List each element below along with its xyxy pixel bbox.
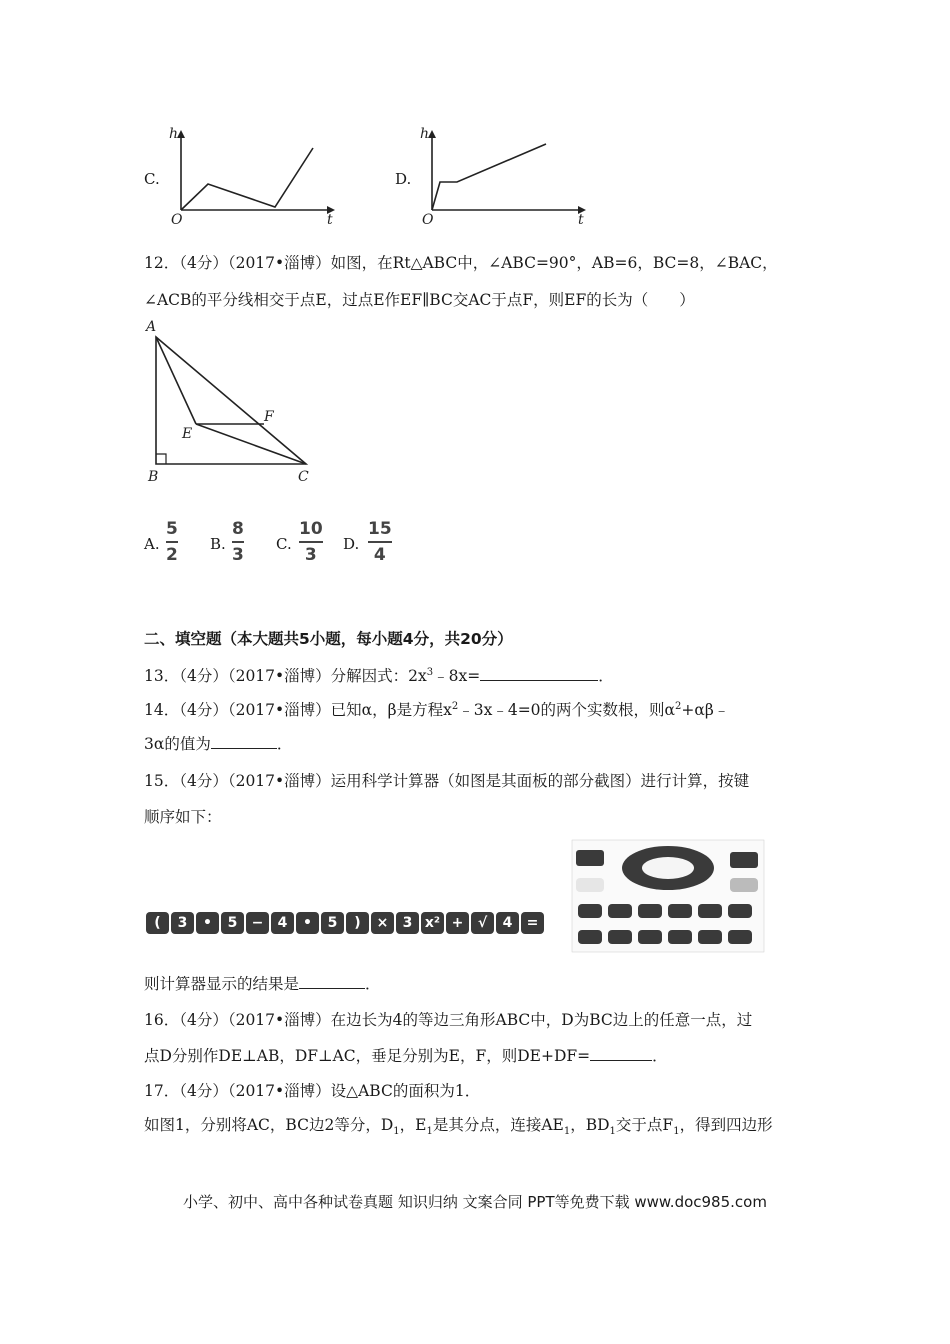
calc-key: •	[296, 912, 319, 934]
calc-key: 4	[496, 912, 519, 934]
q12-line1: 12．（4分）（2017•淄博）如图，在Rt△ABC中，∠ABC=90°，AB=6，BC=8，∠BAC，	[144, 254, 778, 272]
q12-option-c-fraction	[299, 519, 323, 565]
calc-key: )	[346, 912, 369, 934]
page-footer: 小学、初中、高中各种试卷真题 知识归纳 文案合同 PPT等免费下载 www.doc985.com	[183, 1193, 767, 1211]
calculator-key-sequence	[146, 912, 544, 934]
numerator: 5	[166, 519, 178, 539]
q16-line2	[144, 1046, 668, 1066]
q13-answer-blank[interactable]	[480, 666, 598, 681]
q12-option-c-label: C.	[276, 535, 292, 553]
q17-c: 是其分点，连接AE	[432, 1116, 564, 1134]
q17-sub2: 1	[426, 1126, 433, 1138]
numerator: 10	[299, 519, 323, 539]
q13-sup: 3	[426, 667, 434, 678]
vertex-c-label: C	[298, 469, 309, 485]
q12-option-a-fraction	[166, 519, 178, 565]
q17-sub4: 1	[609, 1126, 616, 1138]
q15-result-line	[144, 974, 381, 994]
denominator: 2	[166, 545, 178, 565]
q13-end: ．	[598, 667, 614, 686]
vertex-b-label: B	[148, 469, 159, 485]
q14-prefix: 14．（4分）（2017•淄博）已知α，β是方程x	[144, 701, 452, 720]
q17-b: ，E	[399, 1116, 427, 1134]
calc-key: 5	[321, 912, 344, 934]
q13-line	[144, 663, 614, 686]
q16-line2-end: ．	[652, 1047, 668, 1065]
calc-key: −	[246, 912, 269, 934]
axis-h-label: h	[420, 126, 430, 142]
calc-key: 4	[271, 912, 294, 934]
calc-key: 3	[396, 912, 419, 934]
q14-mid: ﹣3x﹣4=0的两个实数根，则α	[458, 701, 676, 720]
calc-key: =	[521, 912, 544, 934]
denominator: 3	[232, 545, 244, 565]
origin-label: O	[171, 212, 183, 227]
calc-key: ×	[371, 912, 394, 934]
axis-h-label: h	[169, 126, 179, 142]
axis-t-label: t	[327, 212, 333, 227]
q12-line2: ∠ACB的平分线相交于点E，过点E作EF∥BC交AC于点F，则EF的长为（ ）	[144, 291, 695, 309]
q17-d: ，BD	[570, 1116, 610, 1134]
q17-sub5: 1	[673, 1126, 680, 1138]
option-d-label: D.	[395, 170, 412, 188]
q15-result-end: ．	[365, 975, 381, 993]
numerator: 15	[368, 519, 392, 539]
vertex-a-label: A	[146, 319, 157, 335]
point-e-label: E	[182, 426, 193, 442]
option-c-label: C.	[144, 170, 160, 188]
calc-key: 5	[221, 912, 244, 934]
q16-line1: 16．（4分）（2017•淄博）在边长为4的等边三角形ABC中，D为BC边上的任意一点，过	[144, 1011, 753, 1029]
q14-sup2: 2	[675, 701, 682, 712]
q12-triangle-figure	[140, 315, 340, 490]
q15-result-prefix: 则计算器显示的结果是	[144, 975, 300, 993]
denominator: 4	[373, 545, 386, 565]
graph-option-d	[416, 122, 596, 227]
q15-line2: 顺序如下：	[144, 808, 222, 826]
section2-title: 二、填空题（本大题共5小题，每小题4分，共20分）	[144, 630, 513, 648]
calc-key: (	[146, 912, 169, 934]
q17-line1: 17．（4分）（2017•淄博）设△ABC的面积为1．	[144, 1082, 481, 1100]
q17-f: ，得到四边形	[679, 1116, 773, 1134]
calc-key: +	[446, 912, 469, 934]
q15-answer-blank[interactable]	[299, 974, 365, 989]
q12-option-a-label: A.	[144, 535, 160, 553]
point-f-label: F	[264, 409, 274, 425]
q15-line1: 15．（4分）（2017•淄博）运用科学计算器（如图是其面板的部分截图）进行计算，按键	[144, 772, 750, 790]
axis-t-label: t	[578, 212, 584, 227]
q14-answer-blank[interactable]	[211, 734, 277, 749]
calc-key: x²	[421, 912, 444, 934]
q14-end: +αβ﹣	[681, 701, 730, 720]
q14-line1	[144, 697, 729, 720]
q14-line2	[144, 734, 292, 754]
calc-key: •	[196, 912, 219, 934]
q16-answer-blank[interactable]	[590, 1046, 652, 1061]
q17-sub1: 1	[393, 1126, 400, 1138]
q12-option-b-fraction	[232, 519, 244, 565]
q16-line2-prefix: 点D分别作DE⊥AB，DF⊥AC，垂足分别为E，F，则DE+DF=	[144, 1047, 591, 1065]
q13-mid: ﹣8x=	[433, 667, 481, 686]
q17-line2	[144, 1115, 773, 1142]
numerator: 8	[232, 519, 244, 539]
q12-option-b-label: B.	[210, 535, 226, 553]
calc-key: √	[471, 912, 494, 934]
q14-line2-end: ．	[276, 735, 293, 753]
origin-label: O	[422, 212, 434, 227]
q12-option-d-label: D.	[343, 535, 360, 553]
q14-line2-prefix: 3α的值为	[144, 735, 211, 753]
q13-prefix: 13．（4分）（2017•淄博）分解因式：2x	[144, 667, 427, 686]
denominator: 3	[304, 545, 317, 565]
q17-sub3: 1	[563, 1126, 571, 1138]
q17-e: 交于点F	[615, 1116, 674, 1134]
calculator-panel-image	[570, 838, 766, 954]
q12-option-d-fraction	[368, 519, 392, 565]
graph-option-c	[165, 122, 345, 227]
q17-a: 如图1，分别将AC，BC边2等分，D	[144, 1116, 394, 1134]
q14-sup: 2	[451, 701, 459, 712]
calc-key: 3	[171, 912, 194, 934]
